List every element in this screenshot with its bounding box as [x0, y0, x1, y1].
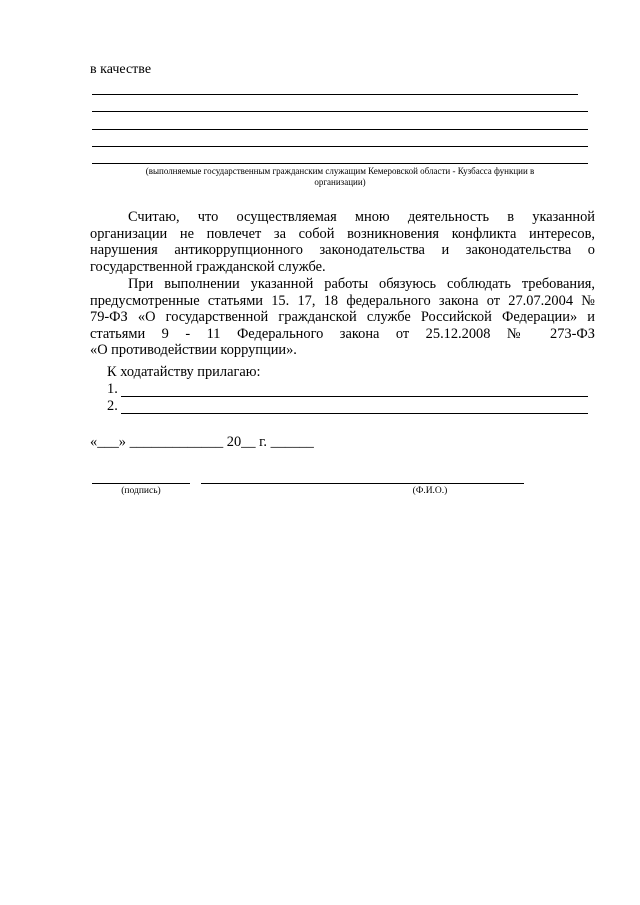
- date-trailing-blank[interactable]: ______: [270, 434, 314, 450]
- attachment-blank-line-2[interactable]: [121, 413, 588, 414]
- date-line[interactable]: [90, 434, 314, 451]
- paragraph-line: При выполнении указанной работы обязуюсь соблюдать требования,: [128, 276, 595, 292]
- date-year-suffix: г.: [259, 434, 268, 450]
- paragraph-line: статьями 9 - 11 Федерального закона от 25.12.2008 № 273-ФЗ: [90, 325, 595, 342]
- duties-caption-line-2: организации): [314, 177, 366, 187]
- duties-blank-line-2[interactable]: [92, 111, 588, 112]
- duties-caption-line-1: (выполняемые государственным гражданским служащим Кемеровской области - Кузбасса функции в: [145, 166, 535, 176]
- attachment-number-1: 1.: [107, 381, 118, 397]
- duties-blank-line-5[interactable]: [92, 163, 588, 164]
- signature-caption: (подпись): [121, 486, 161, 496]
- paragraph-no-conflict: [90, 209, 595, 275]
- duties-blank-line-1[interactable]: [92, 94, 578, 95]
- attachment-blank-line-1[interactable]: [121, 396, 588, 397]
- paragraph-obligations: [90, 276, 595, 359]
- full-name-caption: (Ф.И.О.): [412, 486, 448, 496]
- full-name-line[interactable]: [201, 483, 524, 484]
- signature-line[interactable]: [92, 483, 190, 484]
- paragraph-line: организации не повлечет за собой возникновения конфликта интересов,: [90, 225, 595, 242]
- duties-blank-line-3[interactable]: [92, 129, 588, 130]
- attachment-number-2: 2.: [107, 398, 118, 414]
- paragraph-line: государственной гражданской службе.: [90, 258, 326, 275]
- attachments-heading: К ходатайству прилагаю:: [107, 364, 261, 380]
- date-month-field[interactable]: _____________: [129, 434, 224, 450]
- paragraph-line: нарушения антикоррупционного законодательства и законодательства о: [90, 242, 595, 258]
- paragraph-line: 79-ФЗ «О государственной гражданской службе Российской Федерации» и: [90, 309, 595, 325]
- paragraph-line: «О противодействии коррупции».: [90, 342, 297, 358]
- duties-blank-line-4[interactable]: [92, 146, 588, 147]
- paragraph-line: Считаю, что осуществляемая мною деятельность в указанной: [128, 209, 595, 225]
- intro-label: в качестве: [90, 62, 152, 77]
- paragraph-line: предусмотренные статьями 15. 17, 18 федерального закона от 27.07.2004 №: [90, 292, 595, 309]
- date-year-field[interactable]: 20__: [226, 434, 256, 450]
- date-day-field[interactable]: «___»: [90, 434, 126, 450]
